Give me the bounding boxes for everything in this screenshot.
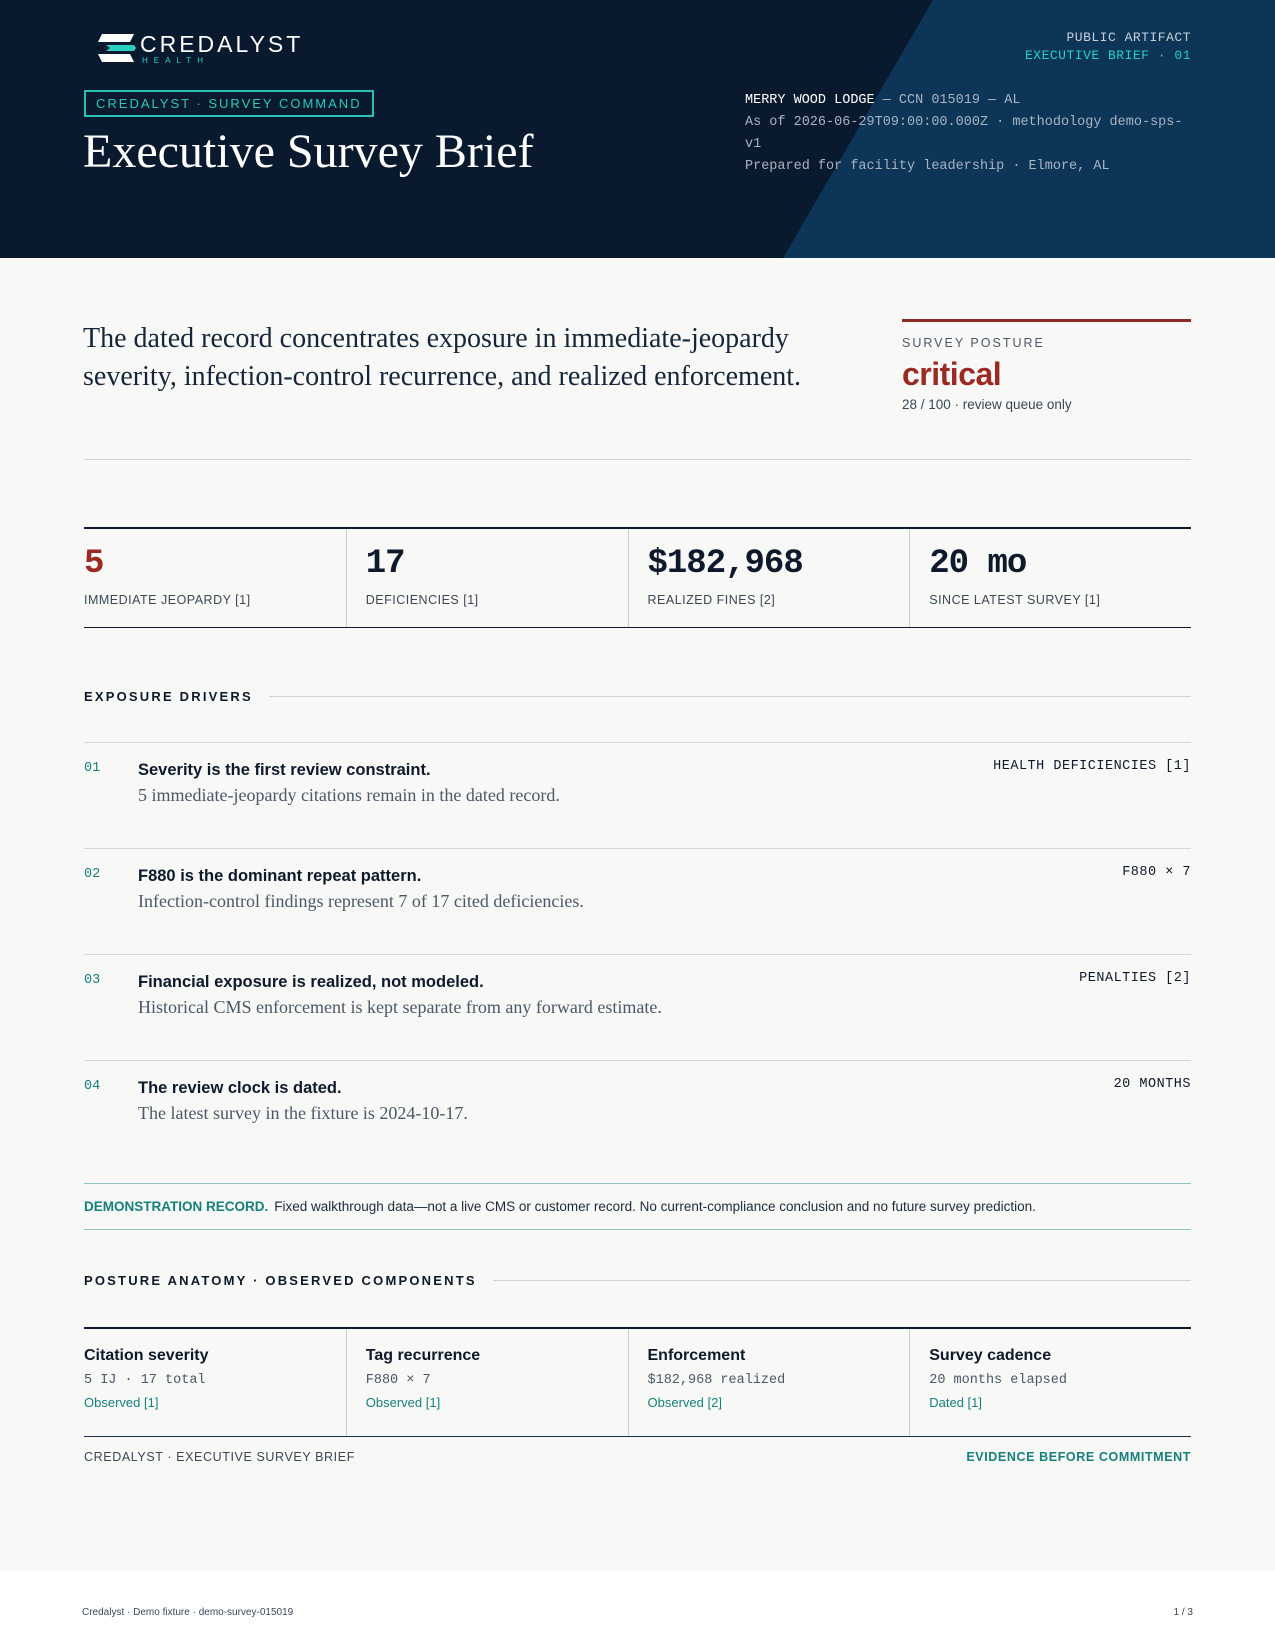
stat-value: 20 mo — [929, 545, 1027, 583]
stat-value: 5 — [84, 545, 104, 583]
component-metric: $182,968 realized — [647, 1373, 786, 1388]
header-band — [0, 0, 1275, 258]
driver-title: The review clock is dated. — [138, 1079, 342, 1097]
driver-description: Historical CMS enforcement is kept separate from any forward estimate. — [138, 997, 662, 1017]
driver-description: Infection-control findings represent 7 of 17 cited deficiencies. — [138, 891, 584, 911]
driver-item — [84, 954, 1191, 1060]
driver-description: The latest survey in the fixture is 2024-10-17. — [138, 1103, 468, 1123]
stats-row — [84, 527, 1191, 628]
driver-description: 5 immediate-jeopardy citations remain in the dated record. — [138, 785, 560, 805]
stat-immediate-jeopardy — [84, 529, 347, 627]
anatomy-component — [84, 1329, 347, 1436]
posture-anatomy-grid — [84, 1327, 1191, 1437]
component-title: Enforcement — [647, 1347, 746, 1364]
section-title: EXPOSURE DRIVERS — [84, 689, 253, 704]
posture-value: critical — [902, 356, 1002, 392]
demonstration-record-note — [84, 1183, 1191, 1230]
stat-value: $182,968 — [647, 545, 803, 583]
print-footer — [0, 1570, 1275, 1650]
stat-caption: REALIZED FINES [2] — [647, 593, 776, 607]
demo-label: DEMONSTRATION RECORD. — [84, 1199, 269, 1214]
component-status: Observed [1] — [84, 1395, 159, 1410]
exposure-drivers-heading — [84, 689, 1191, 704]
artifact-id: EXECUTIVE BRIEF · 01 — [1024, 48, 1191, 63]
facility-name: MERRY WOOD LODGE — [745, 93, 875, 108]
brand-logo — [98, 31, 304, 66]
artifact-label-block — [1025, 30, 1191, 63]
logo-subtitle: HEALTH — [142, 56, 209, 65]
driver-source-tag: HEALTH DEFICIENCIES [1] — [993, 759, 1191, 774]
driver-index: 03 — [84, 973, 101, 988]
section-rule — [269, 696, 1191, 697]
component-status: Observed [1] — [365, 1395, 441, 1410]
section-title: POSTURE ANATOMY · OBSERVED COMPONENTS — [84, 1273, 477, 1288]
facility-meta — [745, 90, 1185, 178]
component-title: Citation severity — [84, 1347, 209, 1364]
artifact-label: PUBLIC ARTIFACT — [1066, 30, 1191, 45]
component-title: Tag recurrence — [365, 1347, 481, 1364]
section-rule — [493, 1280, 1191, 1281]
divider — [84, 459, 1191, 460]
facility-ccn: — CCN 015019 — AL — [874, 93, 1021, 108]
anatomy-component — [910, 1329, 1191, 1436]
page-number: 1 / 3 — [1173, 1607, 1193, 1618]
anatomy-component — [347, 1329, 629, 1436]
prepared-for-line: Prepared for facility leadership · Elmore, AL — [745, 159, 1110, 174]
driver-source-tag: 20 MONTHS — [1113, 1077, 1191, 1092]
driver-index: 04 — [84, 1079, 101, 1094]
driver-index: 02 — [84, 867, 101, 882]
component-metric: F880 × 7 — [365, 1373, 431, 1388]
document-footer-right: EVIDENCE BEFORE COMMITMENT — [966, 1450, 1191, 1464]
stat-since-latest-survey — [910, 529, 1191, 627]
driver-item — [84, 1060, 1191, 1166]
component-status: Dated [1] — [929, 1395, 983, 1410]
posture-anatomy-heading — [84, 1273, 1191, 1288]
stat-caption: SINCE LATEST SURVEY [1] — [929, 593, 1101, 607]
exposure-drivers-list — [84, 742, 1191, 1166]
anatomy-component — [629, 1329, 911, 1436]
lead-statement: The dated record concentrates exposure in immediate-jeopardy severity, infection-control recurrence, and realized enforcement. — [83, 323, 802, 392]
posture-label: SURVEY POSTURE — [902, 336, 1045, 350]
eyebrow-label: CREDALYST · SURVEY COMMAND — [84, 90, 374, 117]
survey-posture-card — [902, 319, 1191, 412]
driver-title: F880 is the dominant repeat pattern. — [138, 867, 422, 885]
print-footer-source: Credalyst · Demo fixture · demo-survey-015019 — [82, 1607, 294, 1618]
document-footer-left: CREDALYST · EXECUTIVE SURVEY BRIEF — [84, 1450, 355, 1464]
logo-wordmark: CREDALYST — [140, 31, 304, 57]
component-status: Observed [2] — [647, 1395, 722, 1410]
driver-index: 01 — [84, 761, 101, 776]
facility-line — [745, 90, 1185, 112]
driver-title: Financial exposure is realized, not modeled. — [138, 973, 484, 991]
driver-source-tag: F880 × 7 — [1122, 865, 1191, 880]
driver-item — [84, 742, 1191, 848]
as-of-line: As of 2026-06-29T09:00:00.000Z · methodology demo-sps-v1 — [745, 115, 1183, 152]
stat-realized-fines — [629, 529, 911, 627]
stat-caption: IMMEDIATE JEOPARDY [1] — [84, 593, 251, 607]
component-metric: 5 IJ · 17 total — [84, 1373, 206, 1388]
logo-mark-icon — [98, 34, 138, 64]
driver-item — [84, 848, 1191, 954]
stat-value: 17 — [365, 545, 405, 583]
posture-detail: 28 / 100 · review queue only — [902, 397, 1072, 412]
driver-source-tag: PENALTIES [2] — [1079, 971, 1191, 986]
demo-text: Fixed walkthrough data—not a live CMS or customer record. No current-compliance conclusion and no future survey prediction. — [274, 1199, 1036, 1214]
page-title: Executive Survey Brief — [83, 125, 534, 178]
driver-title: Severity is the first review constraint. — [138, 761, 431, 779]
document-footer — [84, 1450, 1191, 1464]
stat-caption: DEFICIENCIES [1] — [365, 593, 479, 607]
component-metric: 20 months elapsed — [929, 1373, 1067, 1388]
component-title: Survey cadence — [929, 1347, 1052, 1364]
stat-deficiencies — [347, 529, 629, 627]
